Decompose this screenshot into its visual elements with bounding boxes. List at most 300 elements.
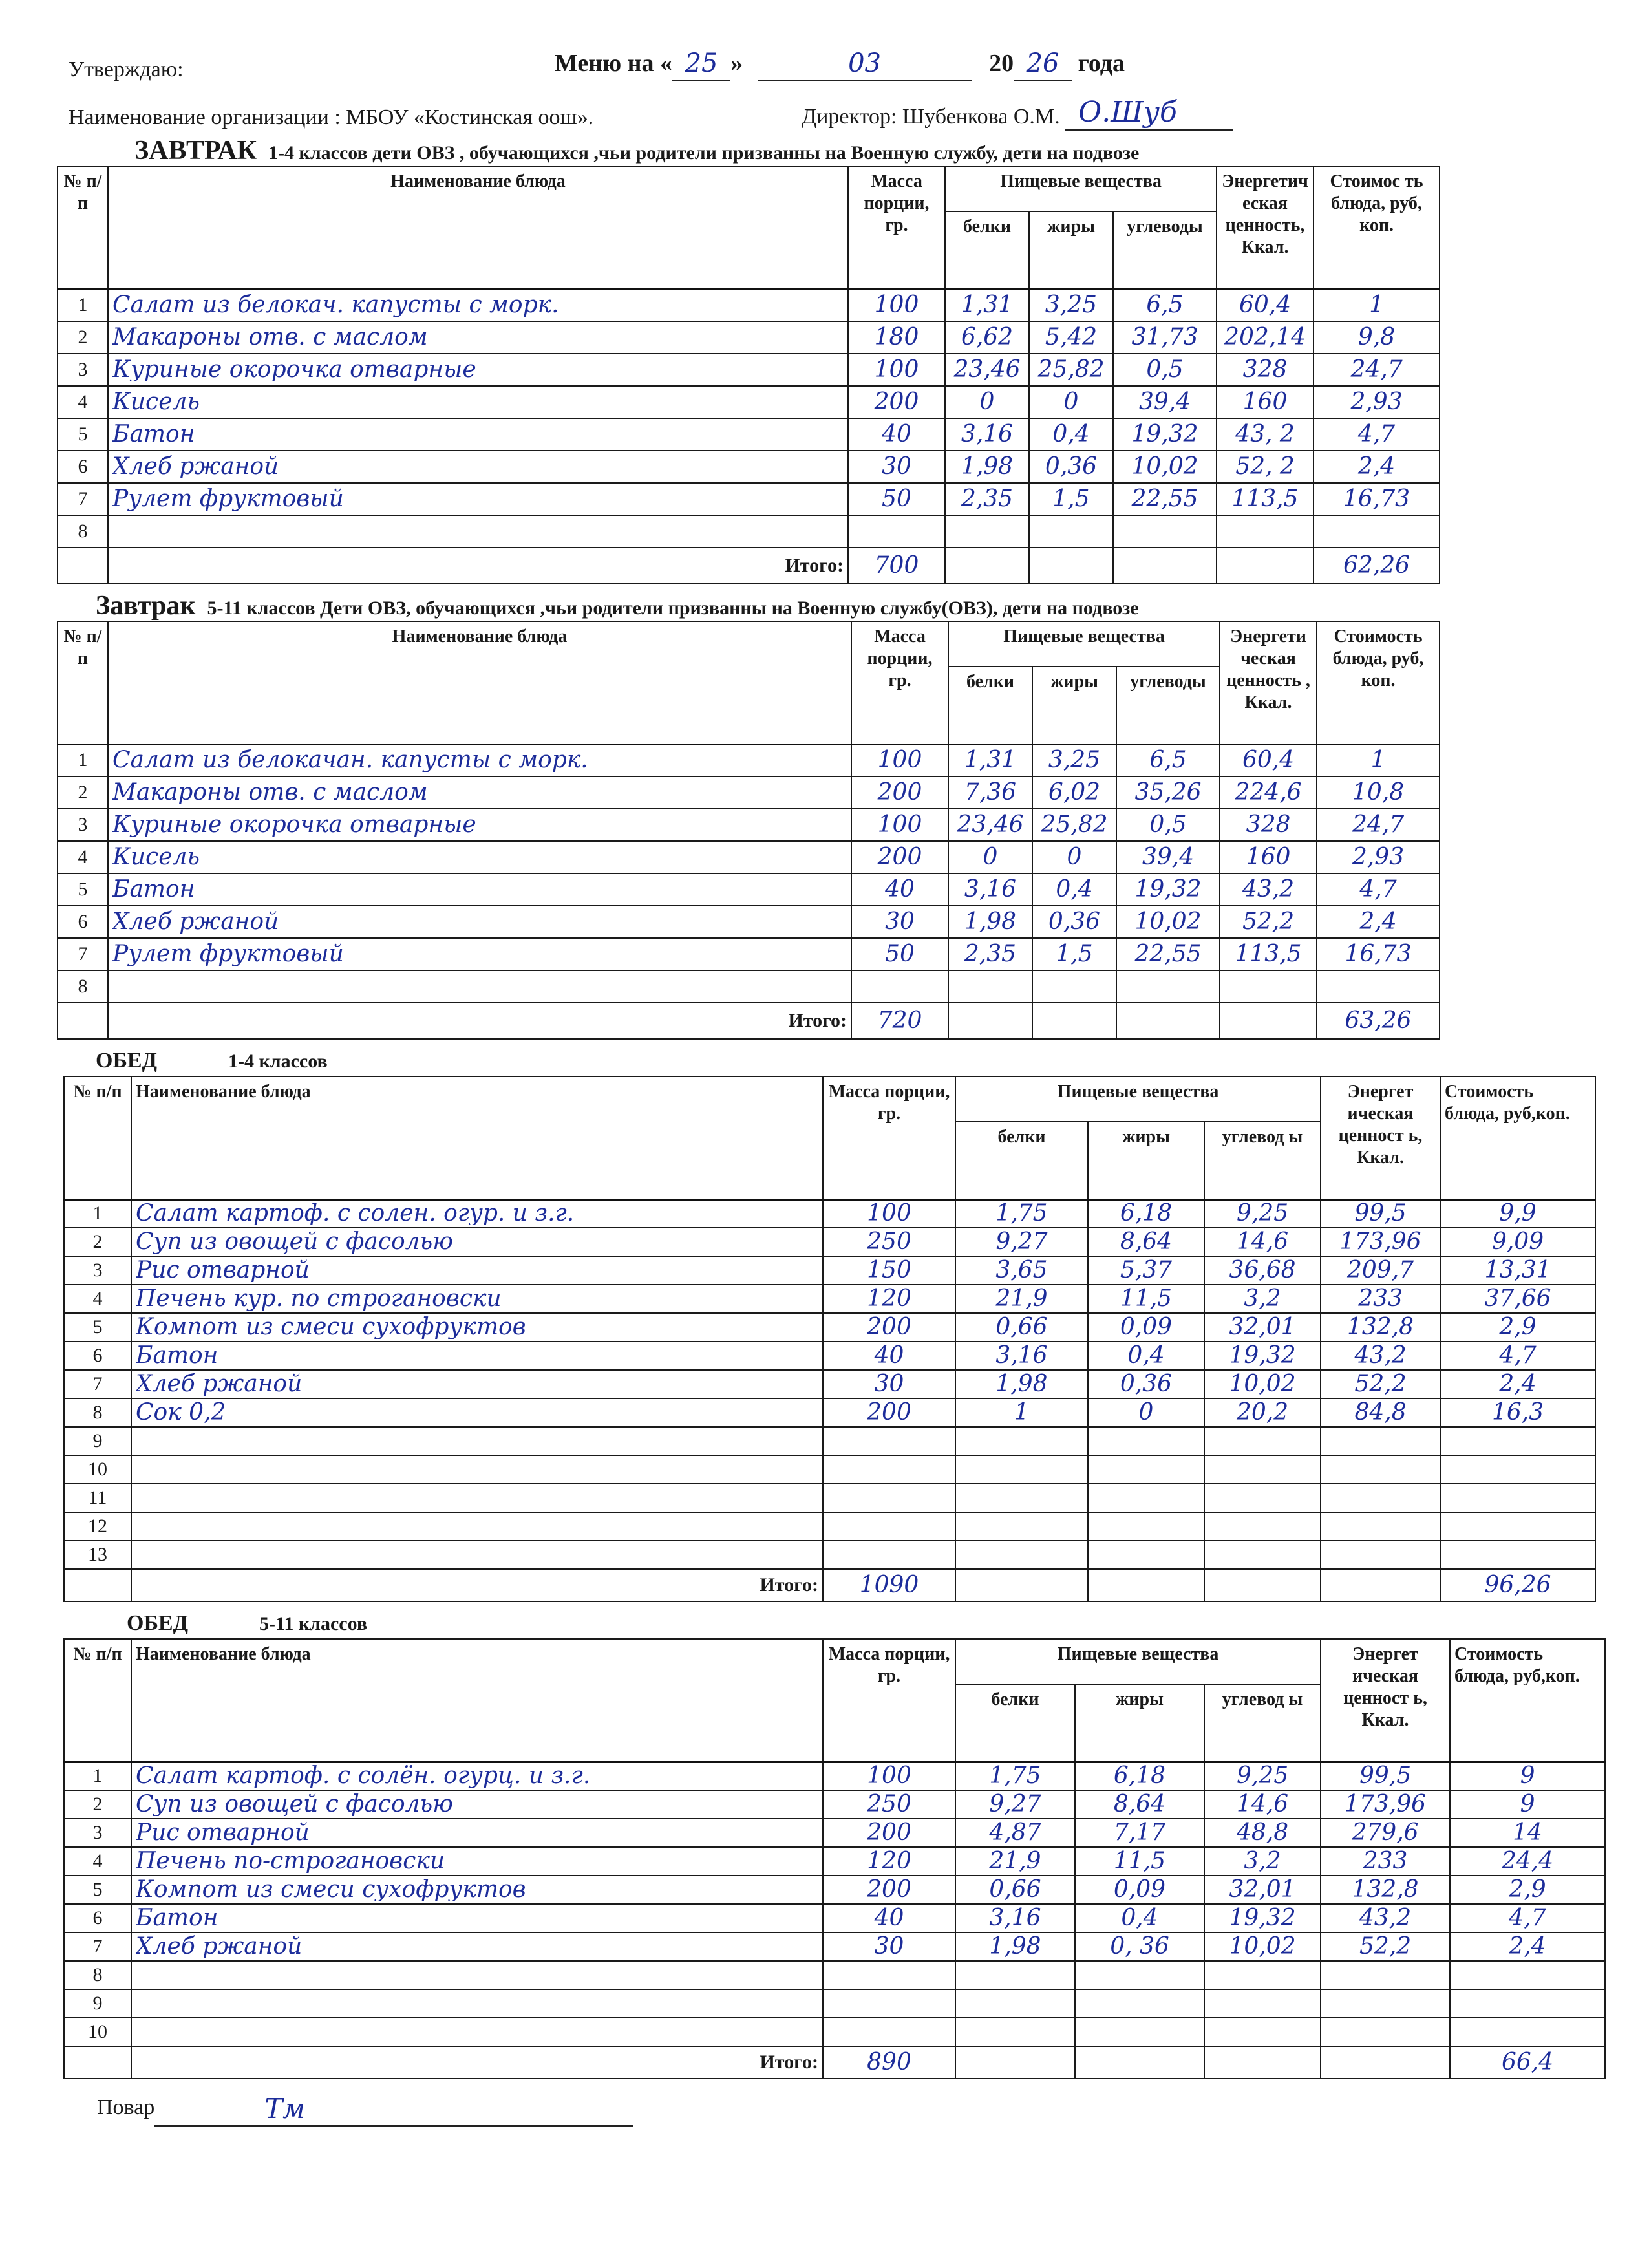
dish-name-cell: [131, 1313, 823, 1342]
row-number-cell: [64, 1313, 131, 1342]
dish-name-cell: [131, 1819, 823, 1847]
proteins-value: 0,66: [995, 1316, 1048, 1339]
row-number: 3: [92, 1823, 103, 1843]
carbs-value-cell: [1113, 418, 1217, 451]
energy-value-cell: [1217, 321, 1314, 354]
dish-name-cell: [131, 1427, 823, 1455]
proteins-value: 1,75: [989, 1764, 1041, 1788]
row-number: 9: [92, 1994, 103, 2013]
fats-value-cell: [1088, 1228, 1204, 1256]
row-number-cell: [64, 1989, 131, 2018]
row-number-cell: [58, 483, 108, 515]
table-row: [58, 938, 1440, 970]
table-row: [64, 1313, 1595, 1342]
dish-name-cell: [131, 1370, 823, 1398]
cost-value-cell: [1440, 1342, 1595, 1370]
energy-value: 84,8: [1354, 1401, 1407, 1424]
carbs-value-cell: [1204, 1256, 1321, 1285]
section-title-rest: 1-4 классов: [228, 1051, 328, 1072]
cost-value-cell: [1440, 1455, 1595, 1484]
portion-mass-cell: [823, 1847, 955, 1876]
proteins-value-cell: [945, 321, 1029, 354]
total-empty-cell: [955, 2046, 1075, 2079]
row-number-cell: [58, 906, 108, 938]
row-number: 4: [78, 848, 88, 867]
menu-day: 25: [672, 47, 730, 81]
menu-prefix: Меню на: [555, 50, 654, 77]
section-title-rest: 5-11 классов: [259, 1613, 368, 1634]
fats-value-cell: [1088, 1199, 1204, 1228]
dish-name-cell: [108, 386, 848, 418]
total-empty-cell: [64, 1569, 131, 1601]
year-word: года: [1078, 50, 1125, 77]
portion-mass: 30: [874, 1373, 904, 1396]
dish-name-cell: [131, 1484, 823, 1512]
carbs-value-cell: [1116, 938, 1220, 970]
row-number: 11: [88, 1488, 107, 1508]
proteins-value: 23,46: [957, 813, 1024, 837]
total-mass-cell: [851, 1003, 948, 1039]
carbs-value-cell: [1204, 1847, 1321, 1876]
cost-value-cell: [1314, 483, 1440, 515]
dish-name: Хлеб ржаной: [112, 455, 279, 478]
table-row: [58, 744, 1440, 776]
cost-value: 16,73: [1343, 487, 1410, 511]
dish-name: Батон: [112, 423, 195, 446]
proteins-value: 1,75: [995, 1202, 1048, 1226]
proteins-value: 9,27: [995, 1230, 1048, 1254]
carbs-value: 22,55: [1131, 487, 1198, 511]
dish-name: Макароны отв. с маслом: [112, 326, 428, 349]
portion-mass-cell: [851, 906, 948, 938]
proteins-value: 2,35: [964, 943, 1017, 966]
cost-value: 24,7: [1350, 358, 1403, 381]
dish-name-cell: [108, 321, 848, 354]
energy-value-cell: [1321, 1313, 1440, 1342]
col-header-carbs: углеводы: [1113, 211, 1217, 289]
proteins-value-cell: [955, 1342, 1088, 1370]
portion-mass-cell: [823, 1228, 955, 1256]
proteins-value-cell: [945, 386, 1029, 418]
portion-mass: 120: [867, 1287, 911, 1311]
portion-mass-cell: [851, 744, 948, 776]
header-row: [58, 166, 1440, 211]
energy-value-cell: [1321, 1455, 1440, 1484]
table-row: [58, 776, 1440, 809]
menu-date-title: [555, 45, 1125, 81]
cost-value-cell: [1317, 809, 1440, 841]
proteins-value: 0: [983, 846, 998, 869]
col-header-fats: жиры: [1075, 1684, 1204, 1762]
carbs-value-cell: [1204, 1427, 1321, 1455]
portion-mass-cell: [848, 289, 945, 321]
proteins-value: 21,9: [995, 1287, 1048, 1311]
row-number-cell: [58, 873, 108, 906]
energy-value-cell: [1220, 744, 1317, 776]
total-empty-cell: [58, 548, 108, 584]
table-row: [58, 970, 1440, 1003]
cost-value-cell: [1450, 1819, 1605, 1847]
carbs-value-cell: [1204, 1961, 1321, 1989]
fats-value-cell: [1032, 970, 1116, 1003]
energy-value: 52,2: [1354, 1373, 1407, 1396]
table-row: [64, 1398, 1595, 1427]
total-empty-cell: [1113, 548, 1217, 584]
proteins-value-cell: [955, 1484, 1088, 1512]
fats-value-cell: [1088, 1512, 1204, 1541]
col-header-dish: Наименование блюда: [108, 166, 848, 289]
dish-name-cell: [131, 1989, 823, 2018]
total-empty-cell: [1321, 1569, 1440, 1601]
carbs-value: 10,02: [1134, 910, 1202, 934]
cost-value-cell: [1440, 1199, 1595, 1228]
proteins-value-cell: [948, 809, 1032, 841]
fats-value-cell: [1032, 938, 1116, 970]
cost-value-cell: [1440, 1285, 1595, 1313]
fats-value-cell: [1075, 1904, 1204, 1932]
dish-name: Рис отварной: [136, 1259, 310, 1282]
fats-value: 0: [1067, 846, 1082, 869]
total-empty-cell: [1321, 2046, 1450, 2079]
dish-name-cell: [131, 1847, 823, 1876]
carbs-value-cell: [1113, 386, 1217, 418]
energy-value: 209,7: [1347, 1259, 1414, 1282]
cost-value-cell: [1440, 1398, 1595, 1427]
energy-value-cell: [1321, 1342, 1440, 1370]
cost-value: 13,31: [1484, 1259, 1551, 1282]
energy-value-cell: [1220, 841, 1317, 873]
dish-name-cell: [131, 1228, 823, 1256]
row-number-cell: [64, 1904, 131, 1932]
cost-value-cell: [1450, 1961, 1605, 1989]
energy-value-cell: [1321, 1285, 1440, 1313]
energy-value: 279,6: [1352, 1821, 1419, 1845]
row-number-cell: [58, 776, 108, 809]
cost-value: 2,4: [1359, 910, 1397, 934]
row-number-cell: [58, 744, 108, 776]
cost-value-cell: [1450, 1876, 1605, 1904]
row-number-cell: [64, 1847, 131, 1876]
total-empty-cell: [945, 548, 1029, 584]
energy-value-cell: [1217, 515, 1314, 548]
proteins-value-cell: [948, 744, 1032, 776]
fats-value-cell: [1032, 906, 1116, 938]
dish-name: Суп из овощей с фасолью: [136, 1793, 453, 1816]
cost-value: 24,7: [1352, 813, 1405, 837]
carbs-value-cell: [1116, 776, 1220, 809]
proteins-value: 1,31: [964, 749, 1017, 773]
menu-table-breakfast-5-11: [57, 621, 1440, 1040]
col-header-energy: Энергетич еская ценность, Ккал.: [1217, 166, 1314, 289]
carbs-value-cell: [1204, 1398, 1321, 1427]
carbs-value: 9,25: [1236, 1202, 1289, 1226]
col-header-proteins: белки: [955, 1122, 1088, 1199]
cost-value: 4,7: [1357, 423, 1396, 446]
col-header-cost: Стоимость блюда, руб, коп.: [1317, 621, 1440, 744]
dish-name-cell: [131, 1398, 823, 1427]
carbs-value-cell: [1113, 321, 1217, 354]
fats-value-cell: [1032, 776, 1116, 809]
row-number: 13: [88, 1545, 107, 1565]
fats-value: 0,09: [1120, 1316, 1173, 1339]
fats-value: 0,36: [1120, 1373, 1173, 1396]
col-header-mass: Масса порции, гр.: [823, 1639, 955, 1762]
dish-name-cell: [131, 1762, 823, 1790]
energy-value-cell: [1321, 1228, 1440, 1256]
proteins-value-cell: [955, 1819, 1075, 1847]
table-row: [64, 1199, 1595, 1228]
carbs-value-cell: [1116, 873, 1220, 906]
carbs-value-cell: [1204, 2018, 1321, 2046]
carbs-value: 0,5: [1146, 358, 1184, 381]
fats-value-cell: [1088, 1398, 1204, 1427]
total-label-cell: [131, 2046, 823, 2079]
cost-value-cell: [1450, 1932, 1605, 1961]
cost-value-cell: [1440, 1427, 1595, 1455]
col-header-nutrients: Пищевые вещества: [955, 1639, 1321, 1684]
portion-mass-cell: [823, 1455, 955, 1484]
total-empty-cell: [1029, 548, 1113, 584]
table-row: [64, 1342, 1595, 1370]
fats-value: 25,82: [1041, 813, 1108, 837]
dish-name-cell: [131, 1961, 823, 1989]
proteins-value-cell: [955, 1847, 1075, 1876]
table-row: [64, 1228, 1595, 1256]
fats-value-cell: [1088, 1342, 1204, 1370]
proteins-value-cell: [955, 1285, 1088, 1313]
cost-value: 10,8: [1352, 781, 1405, 804]
cost-value-cell: [1440, 1541, 1595, 1569]
carbs-value-cell: [1116, 906, 1220, 938]
dish-name: Куриные окорочка отварные: [112, 813, 476, 837]
carbs-value-cell: [1113, 451, 1217, 483]
fats-value-cell: [1075, 2018, 1204, 2046]
dish-name-cell: [131, 1876, 823, 1904]
cost-value-cell: [1314, 386, 1440, 418]
fats-value-cell: [1029, 515, 1113, 548]
row-number: 10: [88, 1460, 107, 1479]
proteins-value: 1,31: [961, 294, 1014, 317]
dish-name: Хлеб ржаной: [136, 1935, 303, 1958]
energy-value: 132,8: [1347, 1316, 1414, 1339]
energy-value-cell: [1321, 1427, 1440, 1455]
table-row: [64, 1989, 1605, 2018]
proteins-value: 23,46: [953, 358, 1021, 381]
carbs-value: 10,02: [1229, 1935, 1296, 1958]
row-number-cell: [58, 321, 108, 354]
portion-mass: 180: [874, 326, 919, 349]
dish-name: Макароны отв. с маслом: [112, 781, 428, 804]
cost-value-cell: [1450, 1904, 1605, 1932]
fats-value: 1,5: [1052, 487, 1090, 511]
fats-value: 25,82: [1037, 358, 1105, 381]
cost-value-cell: [1440, 1370, 1595, 1398]
portion-mass-cell: [823, 1932, 955, 1961]
proteins-value: 1,98: [995, 1373, 1048, 1396]
close-quote: »: [730, 50, 743, 77]
fats-value: 11,5: [1120, 1287, 1173, 1311]
fats-value: 3,25: [1045, 294, 1098, 317]
section-title-breakfast-5-11: [0, 591, 1649, 621]
portion-mass-cell: [823, 1876, 955, 1904]
total-cost: 66,4: [1501, 2051, 1554, 2074]
col-header-cost: Стоимос ть блюда, руб, коп.: [1314, 166, 1440, 289]
energy-value: 43,2: [1242, 878, 1295, 901]
row-number-cell: [64, 1370, 131, 1398]
fats-value-cell: [1075, 1819, 1204, 1847]
carbs-value-cell: [1204, 1370, 1321, 1398]
portion-mass: 200: [867, 1821, 911, 1845]
table-row: [58, 483, 1440, 515]
dish-name: Батон: [136, 1344, 218, 1367]
carbs-value-cell: [1204, 1790, 1321, 1819]
energy-value: 160: [1242, 390, 1288, 414]
fats-value: 8,64: [1120, 1230, 1173, 1254]
table-row: [58, 354, 1440, 386]
fats-value-cell: [1029, 418, 1113, 451]
col-header-proteins: белки: [955, 1684, 1075, 1762]
row-number: 6: [92, 1346, 103, 1365]
proteins-value: 1: [1014, 1401, 1029, 1424]
portion-mass-cell: [823, 1427, 955, 1455]
energy-value-cell: [1220, 906, 1317, 938]
cost-value: 2,4: [1357, 455, 1396, 478]
row-number: 1: [92, 1204, 103, 1224]
total-cost: 96,26: [1484, 1574, 1551, 1597]
cost-value: 9,9: [1499, 1202, 1537, 1226]
total-cost: 62,26: [1343, 554, 1410, 577]
row-number: 7: [92, 1937, 103, 1956]
col-header-nutrients: Пищевые вещества: [945, 166, 1217, 211]
dish-name: Салат картоф. с солён. огурц. и з.г.: [136, 1764, 591, 1788]
table-row: [64, 1932, 1605, 1961]
energy-value: 52,2: [1242, 910, 1295, 934]
dish-name-cell: [131, 1541, 823, 1569]
energy-value: 113,5: [1231, 487, 1299, 511]
proteins-value-cell: [948, 873, 1032, 906]
energy-value-cell: [1217, 289, 1314, 321]
proteins-value-cell: [945, 451, 1029, 483]
cost-value-cell: [1450, 1790, 1605, 1819]
portion-mass: 30: [874, 1935, 904, 1958]
fats-value-cell: [1088, 1455, 1204, 1484]
energy-value-cell: [1217, 483, 1314, 515]
portion-mass: 250: [867, 1793, 911, 1816]
energy-value-cell: [1220, 938, 1317, 970]
row-number: 3: [78, 360, 88, 380]
col-header-nutrients: Пищевые вещества: [948, 621, 1220, 667]
row-number-cell: [64, 1455, 131, 1484]
proteins-value-cell: [955, 1876, 1075, 1904]
portion-mass-cell: [848, 483, 945, 515]
cost-value-cell: [1440, 1228, 1595, 1256]
energy-value-cell: [1217, 354, 1314, 386]
carbs-value-cell: [1204, 1876, 1321, 1904]
fats-value-cell: [1075, 1989, 1204, 2018]
director-name: Директор: Шубенкова О.М.: [802, 105, 1060, 129]
row-number-cell: [64, 1512, 131, 1541]
row-number: 5: [78, 880, 88, 899]
cost-value-cell: [1440, 1512, 1595, 1541]
carbs-value: 35,26: [1134, 781, 1202, 804]
cost-value: 9,8: [1357, 326, 1396, 349]
row-number-cell: [58, 938, 108, 970]
fats-value: 0,36: [1045, 455, 1098, 478]
section-title-lunch-5-11: [0, 1609, 1649, 1638]
col-header-number: № п/ п: [58, 166, 108, 289]
fats-value: 1,5: [1056, 943, 1093, 966]
row-number-cell: [64, 1762, 131, 1790]
carbs-value: 31,73: [1131, 326, 1198, 349]
proteins-value: 3,16: [995, 1344, 1048, 1367]
total-mass: 1090: [859, 1574, 919, 1597]
col-header-cost: Стоимость блюда, руб,коп.: [1440, 1076, 1595, 1199]
row-number-cell: [58, 386, 108, 418]
energy-value-cell: [1321, 1847, 1450, 1876]
portion-mass: 100: [877, 813, 922, 837]
proteins-value-cell: [945, 515, 1029, 548]
carbs-value: 10,02: [1229, 1373, 1296, 1396]
cook-signature-line: [154, 2093, 633, 2127]
energy-value-cell: [1321, 1932, 1450, 1961]
cook-signature-block: [0, 2088, 1649, 2127]
carbs-value: 0,5: [1149, 813, 1187, 837]
total-mass: 700: [874, 554, 919, 577]
energy-value-cell: [1220, 873, 1317, 906]
dish-name: Салат из белокач. капусты с морк.: [112, 294, 559, 317]
year-prefix: 20: [989, 50, 1014, 77]
proteins-value-cell: [955, 1932, 1075, 1961]
table-row: [64, 1790, 1605, 1819]
portion-mass: 100: [874, 358, 919, 381]
proteins-value-cell: [955, 1904, 1075, 1932]
carbs-value: 3,2: [1244, 1287, 1281, 1311]
col-header-dish: Наименование блюда: [131, 1639, 823, 1762]
cost-value-cell: [1314, 321, 1440, 354]
col-header-fats: жиры: [1029, 211, 1113, 289]
carbs-value: 9,25: [1236, 1764, 1289, 1788]
fats-value: 3,25: [1048, 749, 1101, 773]
dish-name-cell: [108, 938, 851, 970]
proteins-value: 3,16: [961, 423, 1014, 446]
cost-value: 2,9: [1499, 1316, 1537, 1339]
col-header-carbs: углевод ы: [1204, 1122, 1321, 1199]
portion-mass-cell: [823, 1285, 955, 1313]
section-title-lunch-1-4: [0, 1046, 1649, 1076]
energy-value-cell: [1321, 1762, 1450, 1790]
proteins-value: 3,65: [995, 1259, 1048, 1282]
dish-name-cell: [131, 1285, 823, 1313]
total-cost-cell: [1450, 2046, 1605, 2079]
section-title-main: Завтрак: [96, 591, 196, 621]
proteins-value-cell: [955, 2018, 1075, 2046]
cost-value: 24,4: [1501, 1850, 1554, 1873]
cost-value: 14: [1513, 1821, 1542, 1845]
carbs-value: 19,32: [1229, 1344, 1296, 1367]
row-number-cell: [58, 841, 108, 873]
row-number: 10: [88, 2022, 107, 2042]
proteins-value-cell: [955, 1370, 1088, 1398]
proteins-value-cell: [945, 418, 1029, 451]
fats-value-cell: [1075, 1932, 1204, 1961]
row-number-cell: [64, 1427, 131, 1455]
row-number: 4: [92, 1289, 103, 1309]
cook-label: Повар: [97, 2095, 155, 2119]
energy-value: 52, 2: [1235, 455, 1295, 478]
dish-name-cell: [108, 515, 848, 548]
portion-mass-cell: [848, 354, 945, 386]
energy-value: 160: [1246, 846, 1291, 869]
